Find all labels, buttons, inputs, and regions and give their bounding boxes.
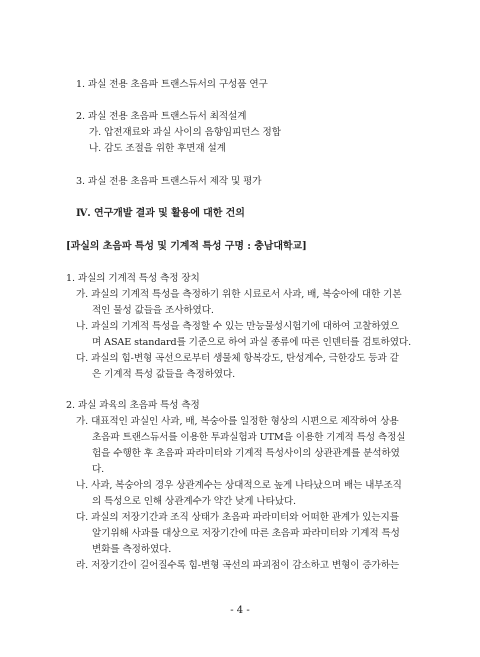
part1-a-line2: 적인 물성 값들을 조사하였다. — [92, 305, 214, 316]
part1-a-line1: 가. 과실의 기계적 특성을 측정하기 위한 시료로서 사과, 배, 복숭아에 대한 기본 — [76, 289, 402, 300]
part2-d-line1: 라. 저장기간이 길어질수록 힘-변형 곡선의 파괴점이 감소하고 변형이 증가하는 — [76, 560, 400, 571]
part2-b-line1: 나. 사과, 복숭아의 경우 상관계수는 상대적으로 높게 나타났으며 배는 내부조직 — [76, 480, 402, 491]
part1-heading: 1. 과실의 기계적 특성 측정 장치 — [66, 273, 200, 284]
part2-a-line1: 가. 대표적인 과실인 사과, 배, 복숭아를 일정한 형상의 시편으로 제작하여 상용 — [76, 416, 399, 427]
part2-c-line2: 알기위해 사과를 대상으로 저장기간에 따른 초음파 파라미터와 기계적 특성 — [92, 528, 400, 539]
part1-b-line2: 며 ASAE standard를 기준으로 하여 과실 종류에 따른 인덴터를 검토하였다. — [92, 337, 412, 348]
part2-c-line1: 다. 과실의 저장기간과 조직 상태가 초음파 파라미터와 어떠한 관계가 있는지를 — [76, 512, 399, 523]
part2-heading: 2. 과실 과육의 초음파 특성 측정 — [66, 400, 200, 411]
part2-a-line2: 초음파 트랜스듀서를 이용한 투과실험과 UTM을 이용한 기계적 특성 측정실 — [92, 432, 406, 443]
section1-item3: 3. 과실 전용 초음파 트랜스듀서 제작 및 평가 — [76, 176, 262, 187]
section-title: Ⅳ. 연구개발 결과 및 활용에 대한 건의 — [76, 208, 245, 219]
section1-item1: 1. 과실 전용 초음파 트랜스듀서의 구성품 연구 — [76, 79, 268, 90]
part1-c-line1: 다. 과실의 힘-변형 곡선으로부터 생물체 항복강도, 탄성계수, 극한강도 등과 같 — [76, 353, 399, 364]
part2-b-line2: 의 특성으로 인해 상관계수가 약간 낮게 나타났다. — [92, 496, 296, 507]
page-number: - 4 - — [230, 605, 250, 616]
section1-item2-sub-a: 가. 압전재료와 과실 사이의 음향임피던스 정합 — [89, 127, 281, 138]
part2-a-line3: 험을 수행한 후 초음파 파라미터와 기계적 특성사이의 상관관계를 분석하였 — [92, 448, 400, 459]
section1-item2: 2. 과실 전용 초음파 트랜스듀서 최적설계 — [76, 111, 247, 122]
part2-c-line3: 변화를 측정하였다. — [92, 544, 172, 555]
part2-a-line4: 다. — [92, 464, 105, 475]
part1-c-line2: 은 기계적 특성 값들을 측정하였다. — [92, 369, 236, 380]
section1-item2-sub-b: 나. 감도 조절을 위한 후면재 설계 — [89, 143, 226, 154]
part1-b-line1: 나. 과실의 기계적 특성을 측정할 수 있는 만능물성시험기에 대하여 고찰하였으 — [76, 321, 399, 332]
subject-title: [과실의 초음파 특성 및 기계적 특성 구명 : 충남대학교] — [66, 241, 307, 252]
